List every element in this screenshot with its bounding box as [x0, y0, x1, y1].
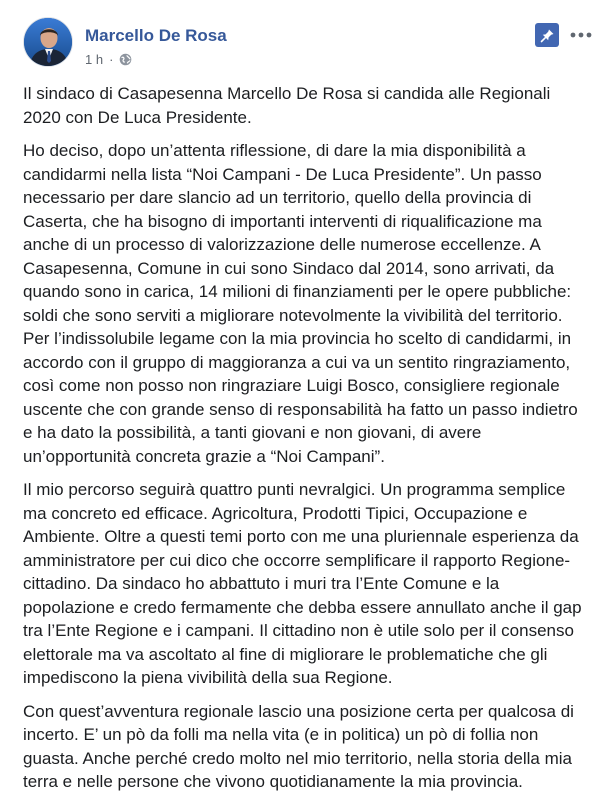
author-avatar[interactable] — [23, 17, 73, 67]
more-options-icon — [570, 32, 592, 38]
pin-icon — [540, 28, 555, 43]
post-meta — [85, 52, 132, 67]
pin-button[interactable] — [535, 23, 559, 47]
globe-icon[interactable] — [119, 53, 132, 66]
post-paragraph-3: Il mio percorso seguirà quattro punti nevralgici. Un programma semplice ma concreto ed efficace. Agricoltura, Prodotti Tipici, Occupazione e Ambiente. Oltre a questi temi porto con me una pluriennale esperienza da amministratore per cui dico che occorre semplificare il rapporto Regione-cittadino. Da sindaco ho abbattuto i muri tra l’Ente Comune e la popolazione e credo fermamente che debba essere annullato anche il gap tra l’Ente Regione e i campani. Il cittadino non è utile solo per il consenso elettorale ma va ascoltato al fine di migliorare le problematiche che gli impediscono la piena vivibilità della sua Regione. — [23, 480, 582, 687]
post-paragraph-4: Con quest’avventura regionale lascio una posizione certa per qualcosa di incerto. E’ un pò da folli ma nella vita (e in politica) un pò di follia non guasta. Anche perché credo molto nel mio territorio, nella storia della mia terra e nelle persone che vivono quotidianamente la mia provincia. — [23, 701, 574, 791]
post-text — [23, 82, 591, 804]
author-name[interactable]: Marcello De Rosa — [85, 26, 227, 45]
post-paragraph-2: Ho deciso, dopo un’attenta riflessione, di dare la mia disponibilità a candidarmi nella lista “Noi Campani - De Luca Presidente”. Un passo necessario per dare slancio ad un territorio, quello della provincia di Caserta, che ha bisogno di importanti interventi di riqualificazione ma anche di un processo di valorizzazione delle numerose eccellenze. A Casapesenna, Comune in cui sono Sindaco dal 2014, sono arrivati, da quando sono in carica, 14 milioni di finanziamenti per le opere pubbliche: soldi che sono serviti a migliorare notevolmente la vivibilità del territorio. Per l’indissolubile legame con la mia provincia ho scelto di candidarmi, in accordo con il gruppo di maggioranza a cui va un sentito ringraziamento, così come non posso non ringraziare Luigi Bosco, consigliere regionale uscente che con grande senso di responsabilità ha fatto un passo indietro e ha dato la possibilità, a tanti giovani e non giovani, di avere un’opportunità concreta grazie a “Noi Campani”. — [23, 141, 578, 466]
more-options-button[interactable] — [569, 23, 593, 47]
post-time[interactable]: 1 h — [85, 52, 104, 67]
avatar-image — [24, 18, 73, 67]
post-header — [23, 17, 593, 71]
post-paragraph-1: Il sindaco di Casapesenna Marcello De Rosa si candida alle Regionali 2020 con De Luca Presidente. — [23, 84, 551, 127]
meta-separator: · — [109, 52, 114, 67]
